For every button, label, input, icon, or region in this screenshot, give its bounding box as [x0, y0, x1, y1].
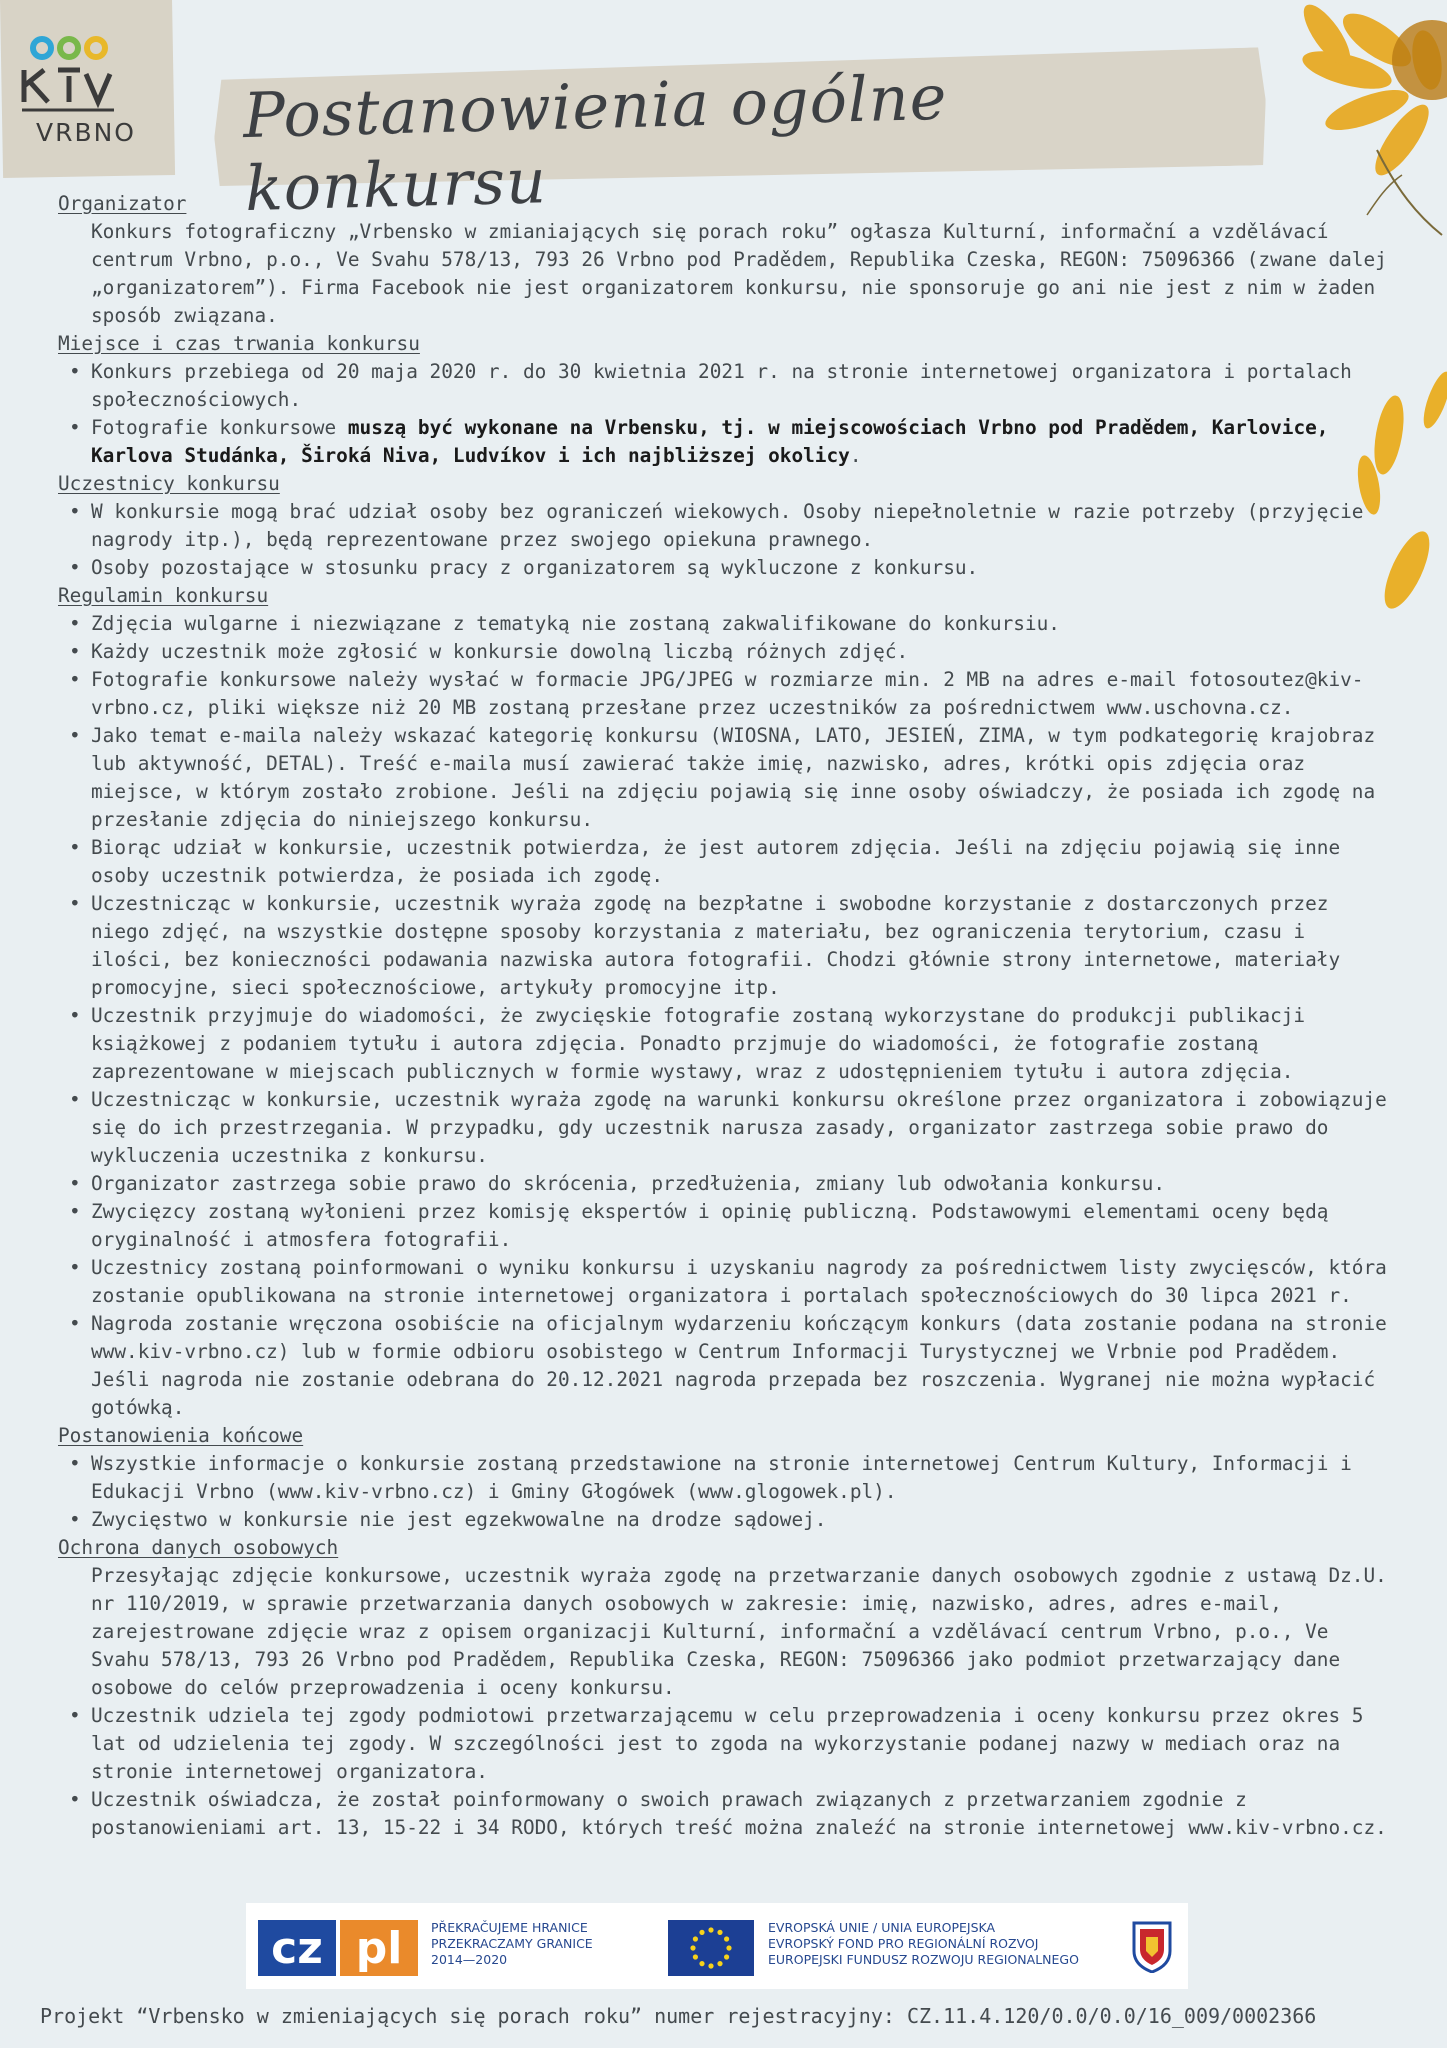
list-item: • Fotografie konkursowe należy wysłać w formacie JPG/JPEG w rozmiarze min. 2 MB na adres e-mail fotosoutez@kiv-vrbno.cz, pliki większe niż 20 MB zostaną przesłane przez uczestników za pośrednictwem www.uschovna.cz.	[58, 666, 1398, 722]
list-item: • Zwycięstwo w konkursie nie jest egzekwowalne na drodze sądowej.	[58, 1506, 1398, 1534]
place-text-start: Fotografie konkursowe	[91, 416, 348, 439]
sponsor-logos-strip	[246, 1903, 1188, 1989]
czpl-logo-icon	[258, 1920, 418, 1976]
eu-line: EUROPEJSKI FUNDUSZ ROZWOJU REGIONALNEGO	[768, 1952, 1079, 1967]
section-heading-rules: Regulamin konkursu	[58, 584, 269, 607]
section-heading-place: Miejsce i czas trwania konkursu	[58, 332, 420, 355]
organizer-text: Konkurs fotograficzny „Vrbensko w zmianiających się porach roku” ogłasza Kulturní, informační a vzdělávací centrum Vrbno, p.o., Ve Svahu 578/13, 793 26 Vrbno pod Pradědem, Republika Czeska, REGON: 75096366 (zwane dalej „organizatorem”). Firma Facebook nie jest organizatorem konkursu, nie sponsoruje go ani nie jest z nim w żaden sposób związana.	[91, 220, 1387, 327]
project-footer: Projekt “Vrbensko w zmieniających się porach roku” numer rejestracyjny: CZ.11.4.120/0.0/0.0/16_009/0002366	[40, 2004, 1317, 2028]
interreg-line: 2014—2020	[431, 1952, 508, 1967]
section-heading-organizer: Organizator	[58, 192, 187, 215]
eu-text	[768, 1920, 1128, 1968]
place-list	[58, 358, 1398, 470]
interreg-text	[431, 1920, 661, 1968]
list-item: • Uczestnicy zostaną poinformowani o wyniku konkursu i uzyskaniu nagrody za pośrednictwem listy zwycięsców, która zostanie opublikowana na stronie internetowej organizatora i portalach społecznościowych do 30 lipca 2021 r.	[58, 1254, 1398, 1310]
privacy-text: Przesyłając zdjęcie konkursowe, uczestnik wyraża zgodę na przetwarzanie danych osobowych zgodnie z ustawą Dz.U. nr 110/2019, w sprawie przetwarzania danych osobowych w zakresie: imię, nazwisko, adres, adres e-mail, zarejestrowane zdjęcie wraz z opisem organizacji Kulturní, informační a vzdělávací centrum Vrbno, p.o., Ve Svahu 578/13, 793 26 Vrbno pod Pradědem, Republika Czeska, REGON: 75096366 jako podmiot przetwarzający dane osobowe do celów przeprowadzenia i oceny konkursu.	[91, 1564, 1387, 1699]
list-item: • Każdy uczestnik może zgłosić w konkursie dowolną liczbą różnych zdjęć.	[58, 638, 1398, 666]
page-title: Postanowienia ogólne konkursu	[242, 60, 949, 226]
list-item	[58, 414, 1398, 470]
list-item: • Biorąc udział w konkursie, uczestnik potwierdza, że jest autorem zdjęcia. Jeśli na zdjęciu pojawią się inne osoby uczestnik potwierdza, że posiada ich zgodę.	[58, 834, 1398, 890]
list-item: • Uczestnik przyjmuje do wiadomości, że zwycięskie fotografie zostaną wykorzystane do produkcji publikacji książkowej z podaniem tytułu i autora zdjęcia. Ponadto przjmuje do wiadomości, że fotografie zostaną zaprezentowane w miejscach publicznych w formie wystawy, wraz z udostępnieniem tytułu i autora zdjęcia.	[58, 1002, 1398, 1086]
list-item: • Uczestnicząc w konkursie, uczestnik wyraża zgodę na warunki konkursu określone przez organizatora i zobowiązuje się do ich przestrzegania. W przypadku, gdy uczestnik narusza zasady, organizator zastrzega sobie prawo do wykluczenia uczestnika z konkursu.	[58, 1086, 1398, 1170]
eu-line: EVROPSKÝ FOND PRO REGIONÁLNÍ ROZVOJ	[768, 1936, 1039, 1951]
participants-list	[58, 498, 1398, 582]
rules-list	[58, 610, 1398, 1422]
section-heading-participants: Uczestnicy konkursu	[58, 472, 280, 495]
czpl-pl-text: pl	[355, 1923, 403, 1974]
kiv-logo-icon	[18, 30, 148, 120]
list-item: • Wszystkie informacje o konkursie zostaną przedstawione na stronie internetowej Centrum Kultury, Informacji i Edukacji Vrbno (www.kiv-vrbno.cz) i Gminy Głogówek (www.glogowek.pl).	[58, 1450, 1398, 1506]
eu-flag-icon	[668, 1920, 754, 1976]
place-text-end: .	[849, 444, 862, 467]
eu-line: EVROPSKÁ UNIE / UNIA EUROPEJSKA	[768, 1920, 996, 1935]
coat-of-arms-icon	[1132, 1921, 1172, 1973]
interreg-line: PRZEKRACZAMY GRANICE	[431, 1936, 593, 1951]
interreg-line: PŘEKRAČUJEME HRANICE	[431, 1920, 588, 1935]
list-item: • Jako temat e-maila należy wskazać kategorię konkursu (WIOSNA, LATO, JESIEŃ, ZIMA, w tym podkategorię krajobraz lub aktywność, DETAL). Treść e-maila musí zawierać także imię, nazwisko, adres, krótki opis zdjęcia oraz miejsce, w którym zostało zrobione. Jeśli na zdjęciu pojawią się inne osoby oświadczy, że posiada ich zgodę na przesłanie zdjęcia do niniejszego konkursu.	[58, 722, 1398, 834]
list-item: • Nagroda zostanie wręczona osobiście na oficjalnym wydarzeniu kończącym konkurs (data zostanie podana na stronie www.kiv-vrbno.cz) lub w formie odbioru osobistego w Centrum Informacji Turystycznej we Vrbnie pod Pradědem. Jeśli nagroda nie zostanie odebrana do 20.12.2021 nagroda przepada bez roszczenia. Wygranej nie można wypłacić gotówką.	[58, 1310, 1398, 1422]
list-item: • Uczestnik oświadcza, że został poinformowany o swoich prawach związanych z przetwarzaniem zgodnie z postanowieniami art. 13, 15-22 i 34 RODO, których treść można znaleźć na stronie internetowej www.kiv-vrbno.cz.	[58, 1786, 1398, 1842]
list-item: • Zwycięzcy zostaną wyłonieni przez komisję ekspertów i opinię publiczną. Podstawowymi elementami oceny będą oryginalność i atmosfera fotografii.	[58, 1198, 1398, 1254]
list-item: • W konkursie mogą brać udział osoby bez ograniczeń wiekowych. Osoby niepełnoletnie w razie potrzeby (przyjęcie nagrody itp.), będą reprezentowane przez swojego opiekuna prawnego.	[58, 498, 1398, 554]
list-item: • Zdjęcia wulgarne i niezwiązane z tematyką nie zostaną zakwalifikowane do konkursiu.	[58, 610, 1398, 638]
privacy-list	[58, 1702, 1398, 1842]
section-heading-privacy: Ochrona danych osobowych	[58, 1536, 339, 1559]
list-item: • Organizator zastrzega sobie prawo do skrócenia, przedłużenia, zmiany lub odwołania konkursu.	[58, 1170, 1398, 1198]
kiv-logo	[18, 30, 148, 150]
czpl-cz-text: cz	[271, 1923, 323, 1974]
logo-text: VRBNO	[35, 118, 136, 147]
list-item: • Osoby pozostające w stosunku pracy z organizatorem są wykluczone z konkursu.	[58, 554, 1398, 582]
list-item: • Konkurs przebiega od 20 maja 2020 r. do 30 kwietnia 2021 r. na stronie internetowej organizatora i portalach społecznościowych.	[58, 358, 1398, 414]
list-item: • Uczestnik udziela tej zgody podmiotowi przetwarzającemu w celu przeprowadzenia i oceny konkursu przez okres 5 lat od udzielenia tej zgody. W szczególności jest to zgoda na wykorzystanie podanej nazwy w mediach oraz na stronie internetowej organizatora.	[58, 1702, 1398, 1786]
list-item: • Uczestnicząc w konkursie, uczestnik wyraża zgodę na bezpłatne i swobodne korzystanie z dostarczonych przez niego zdjęć, na wszystkie dostępne sposoby korzystania z materiału, bez ograniczenia terytorium, czasu i ilości, bez konieczności podawania nazwiska autora fotografii. Chodzi głównie strony internetowe, materiały promocyjne, sieci społecznościowe, artykuły promocyjne itp.	[58, 890, 1398, 1002]
final-list	[58, 1450, 1398, 1534]
section-heading-final: Postanowienia końcowe	[58, 1424, 304, 1447]
regulations-content	[58, 190, 1398, 1842]
place-text-bold: muszą być wykonane na Vrbensku, tj. w miejscowościach Vrbno pod Pradědem, Karlovice, Karlova Studánka, Široká Niva, Ludvíkov i ich najbliższej okolicy	[91, 416, 1329, 467]
